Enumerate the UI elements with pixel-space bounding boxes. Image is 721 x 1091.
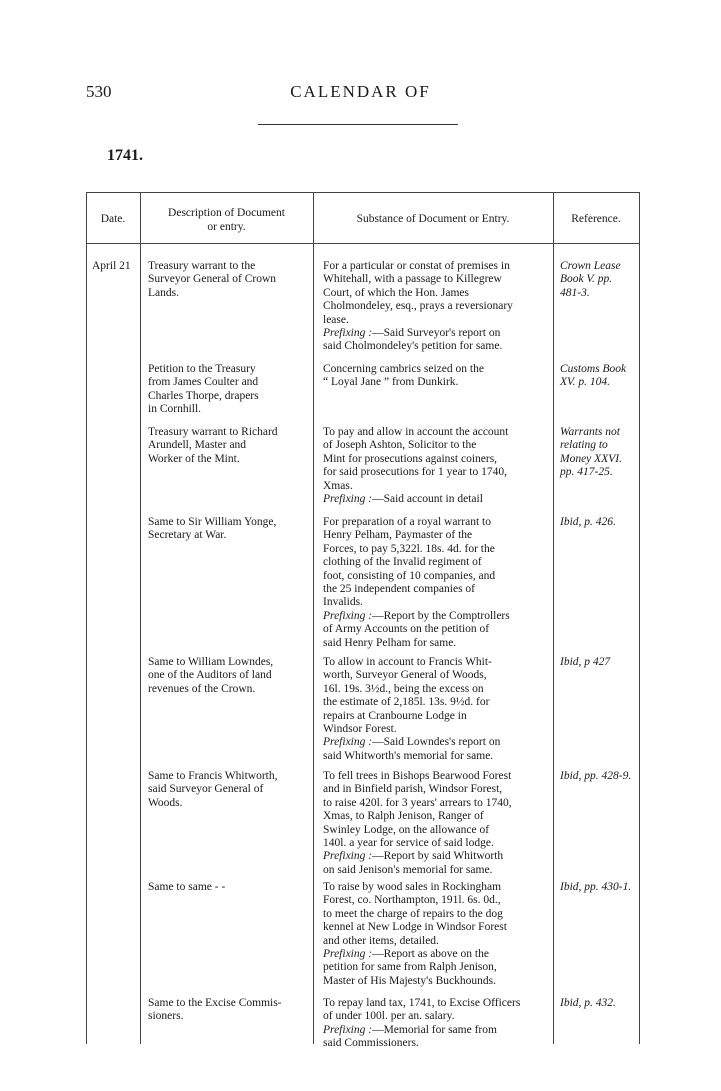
entry-description-line: Petition to the Treasury bbox=[148, 363, 256, 375]
entry-description bbox=[148, 997, 311, 1024]
table-right-rule bbox=[639, 192, 640, 1044]
table-left-rule bbox=[86, 192, 87, 1044]
substance-line: Windsor Forest. bbox=[323, 723, 397, 736]
entry-date: April 21 bbox=[92, 260, 131, 272]
substance-line: and in Binfield parish, Windsor Forest, bbox=[323, 783, 503, 796]
column-header-description-line1: Description of Document bbox=[168, 207, 285, 219]
reference-line: Ibid, pp. 428-9. bbox=[560, 770, 632, 782]
substance-line: Cholmondeley, esq., prays a reversionary bbox=[323, 300, 513, 313]
prefixing-text: —Report by said Whitworth bbox=[372, 850, 504, 863]
substance-line: foot, consisting of 10 companies, and bbox=[323, 569, 496, 582]
reference-line: Ibid, p. 432. bbox=[560, 997, 616, 1009]
entry-description-line: revenues of the Crown. bbox=[148, 682, 256, 695]
column-header-description-line2: or entry. bbox=[207, 221, 246, 233]
reference-line: Ibid, p 427 bbox=[560, 656, 611, 668]
table-header-rule bbox=[86, 243, 639, 244]
prefixing-label: Prefixing : bbox=[323, 948, 373, 961]
table-top-rule bbox=[86, 192, 639, 193]
substance-line: Swinley Lodge, on the allowance of bbox=[323, 823, 490, 836]
running-title: CALENDAR OF bbox=[290, 82, 431, 101]
reference-line: XV. p. 104. bbox=[560, 376, 610, 389]
column-header-description bbox=[140, 206, 313, 234]
substance-line: to meet the charge of repairs to the dog bbox=[323, 907, 503, 920]
prefixing-text: —Memorial for same from bbox=[372, 1023, 497, 1036]
entry-description-line: from James Coulter and bbox=[148, 376, 259, 389]
year-heading: 1741. bbox=[107, 147, 143, 164]
substance-line: of under 100l. per an. salary. bbox=[323, 1010, 455, 1023]
substance-line: the 25 independent companies of bbox=[323, 583, 476, 596]
prefixing-line bbox=[323, 1024, 548, 1037]
entry-reference bbox=[560, 656, 644, 669]
substance-line: and other items, detailed. bbox=[323, 934, 439, 947]
substance-line: To raise by wood sales in Rockingham bbox=[323, 881, 502, 893]
entry-description-line: Same to same - - bbox=[148, 881, 226, 893]
prefixing-line: said Henry Pelham for same. bbox=[323, 636, 457, 649]
substance-line: repairs at Cranbourne Lodge in bbox=[323, 709, 467, 722]
entry-description bbox=[148, 516, 311, 543]
substance-line: For preparation of a royal warrant to bbox=[323, 516, 491, 528]
prefixing-label: Prefixing : bbox=[323, 736, 373, 749]
reference-line: Customs Book bbox=[560, 363, 627, 375]
entry-description bbox=[148, 426, 311, 466]
reference-line: Crown Lease bbox=[560, 260, 621, 272]
prefixing-label: Prefixing : bbox=[323, 327, 373, 340]
reference-line: 481-3. bbox=[560, 286, 590, 299]
entry-substance bbox=[323, 770, 548, 877]
prefixing-label: Prefixing : bbox=[323, 609, 373, 622]
column-rule-1 bbox=[140, 192, 141, 1044]
substance-line: clothing of the Invalid regiment of bbox=[323, 556, 482, 569]
prefixing-text: —Said Lowndes's report on bbox=[372, 736, 501, 749]
entry-description-line: Woods. bbox=[148, 796, 183, 809]
entry-description-line: Worker of the Mint. bbox=[148, 452, 240, 465]
entry-description-line: Same to Francis Whitworth, bbox=[148, 770, 278, 782]
reference-line: Book V. pp. bbox=[560, 273, 613, 286]
prefixing-line: petition for same from Ralph Jenison, bbox=[323, 961, 497, 974]
entry-description-line: Same to Sir William Yonge, bbox=[148, 516, 277, 528]
substance-line: Henry Pelham, Paymaster of the bbox=[323, 529, 473, 542]
reference-line: Ibid, p. 426. bbox=[560, 516, 616, 528]
reference-line: Warrants not bbox=[560, 426, 620, 438]
entry-substance bbox=[323, 260, 548, 354]
entry-description-line: Same to the Excise Commis- bbox=[148, 997, 282, 1009]
entry-description-line: in Cornhill. bbox=[148, 403, 202, 416]
substance-line: to raise 420l. for 3 years' arrears to 1740, bbox=[323, 796, 512, 809]
substance-line: For a particular or constat of premises in bbox=[323, 260, 510, 272]
substance-line: Court, of which the Hon. James bbox=[323, 286, 469, 299]
entry-description-line: Secretary at War. bbox=[148, 529, 227, 542]
entry-description-line: sioners. bbox=[148, 1010, 184, 1023]
substance-line: Xmas. bbox=[323, 479, 353, 492]
prefixing-text: —Said Surveyor's report on bbox=[372, 327, 501, 340]
column-header-substance: Substance of Document or Entry. bbox=[356, 213, 510, 225]
prefixing-line bbox=[323, 610, 548, 623]
entry-description-line: Same to William Lowndes, bbox=[148, 656, 274, 668]
substance-line: Concerning cambrics seized on the bbox=[323, 363, 484, 375]
prefixing-line: of Army Accounts on the petition of bbox=[323, 623, 490, 636]
prefixing-line: said Commissioners. bbox=[323, 1037, 419, 1050]
substance-line: for said prosecutions for 1 year to 1740, bbox=[323, 466, 507, 479]
column-rule-3 bbox=[553, 192, 554, 1044]
substance-line: kennel at New Lodge in Windsor Forest bbox=[323, 921, 507, 934]
prefixing-label: Prefixing : bbox=[323, 493, 373, 506]
entry-substance bbox=[323, 656, 548, 763]
substance-line: To fell trees in Bishops Bearwood Forest bbox=[323, 770, 512, 782]
entry-reference bbox=[560, 997, 644, 1010]
entry-description-line: Treasury warrant to the bbox=[148, 260, 256, 272]
entry-reference bbox=[560, 426, 644, 480]
entry-description bbox=[148, 260, 311, 300]
substance-line: Mint for prosecutions against coiners, bbox=[323, 452, 498, 465]
entry-substance bbox=[323, 881, 548, 988]
page-number: 530 bbox=[86, 82, 112, 101]
entry-description bbox=[148, 881, 311, 894]
entry-description bbox=[148, 770, 311, 810]
prefixing-text: —Said account in detail bbox=[372, 493, 483, 506]
entry-reference bbox=[560, 363, 644, 390]
column-rule-2 bbox=[313, 192, 314, 1044]
title-rule bbox=[258, 124, 458, 125]
prefixing-line: said Whitworth's memorial for same. bbox=[323, 749, 494, 762]
substance-line: 140l. a year for service of said lodge. bbox=[323, 837, 494, 850]
entry-description-line: said Surveyor General of bbox=[148, 783, 264, 796]
substance-line: To pay and allow in account the account bbox=[323, 426, 509, 438]
entry-reference bbox=[560, 881, 644, 894]
substance-line: 16l. 19s. 3½d., being the excess on bbox=[323, 682, 484, 695]
entry-description-line: one of the Auditors of land bbox=[148, 669, 272, 682]
substance-line: Invalids. bbox=[323, 596, 363, 609]
entry-substance bbox=[323, 363, 548, 390]
entry-description bbox=[148, 656, 311, 696]
prefixing-line bbox=[323, 327, 548, 340]
column-header-reference: Reference. bbox=[571, 213, 621, 225]
entry-description-line: Lands. bbox=[148, 286, 179, 299]
entry-description-line: Charles Thorpe, drapers bbox=[148, 389, 259, 402]
entry-description-line: Arundell, Master and bbox=[148, 439, 247, 452]
substance-line: of Joseph Ashton, Solicitor to the bbox=[323, 439, 477, 452]
reference-line: Ibid, pp. 430-1. bbox=[560, 881, 632, 893]
substance-line: Forest, co. Northampton, 191l. 6s. 0d., bbox=[323, 894, 501, 907]
entry-description bbox=[148, 363, 311, 417]
column-header-date: Date. bbox=[100, 213, 126, 225]
substance-line: To allow in account to Francis Whit- bbox=[323, 656, 492, 668]
substance-line: Xmas, to Ralph Jenison, Ranger of bbox=[323, 810, 484, 823]
prefixing-line bbox=[323, 736, 548, 749]
prefixing-line bbox=[323, 493, 548, 506]
prefixing-text: —Report as above on the bbox=[372, 948, 489, 961]
entry-description-line: Treasury warrant to Richard bbox=[148, 426, 278, 438]
prefixing-line: on said Jenison's memorial for same. bbox=[323, 863, 493, 876]
substance-line: Forces, to pay 5,322l. 18s. 4d. for the bbox=[323, 542, 495, 555]
entry-substance bbox=[323, 426, 548, 506]
prefixing-label: Prefixing : bbox=[323, 850, 373, 863]
entry-substance bbox=[323, 516, 548, 650]
substance-line: lease. bbox=[323, 313, 349, 326]
reference-line: relating to bbox=[560, 439, 608, 452]
prefixing-label: Prefixing : bbox=[323, 1023, 373, 1036]
entry-substance bbox=[323, 997, 548, 1051]
entry-reference bbox=[560, 770, 644, 783]
entry-description-line: Surveyor General of Crown bbox=[148, 273, 277, 286]
prefixing-line bbox=[323, 850, 548, 863]
substance-line: Whitehall, with a passage to Killegrew bbox=[323, 273, 502, 286]
prefixing-line bbox=[323, 948, 548, 961]
reference-line: pp. 417-25. bbox=[560, 466, 613, 479]
reference-line: Money XXVI. bbox=[560, 452, 622, 465]
substance-line: the estimate of 2,185l. 13s. 9½d. for bbox=[323, 696, 490, 709]
prefixing-line: Master of His Majesty's Buckhounds. bbox=[323, 974, 496, 987]
prefixing-line: said Cholmondeley's petition for same. bbox=[323, 340, 503, 353]
entry-reference bbox=[560, 516, 644, 529]
substance-line: To repay land tax, 1741, to Excise Officers bbox=[323, 997, 521, 1009]
entry-reference bbox=[560, 260, 644, 300]
substance-line: worth, Surveyor General of Woods, bbox=[323, 669, 487, 682]
substance-line: “ Loyal Jane ” from Dunkirk. bbox=[323, 376, 459, 389]
prefixing-text: —Report by the Comptrollers bbox=[372, 609, 510, 622]
